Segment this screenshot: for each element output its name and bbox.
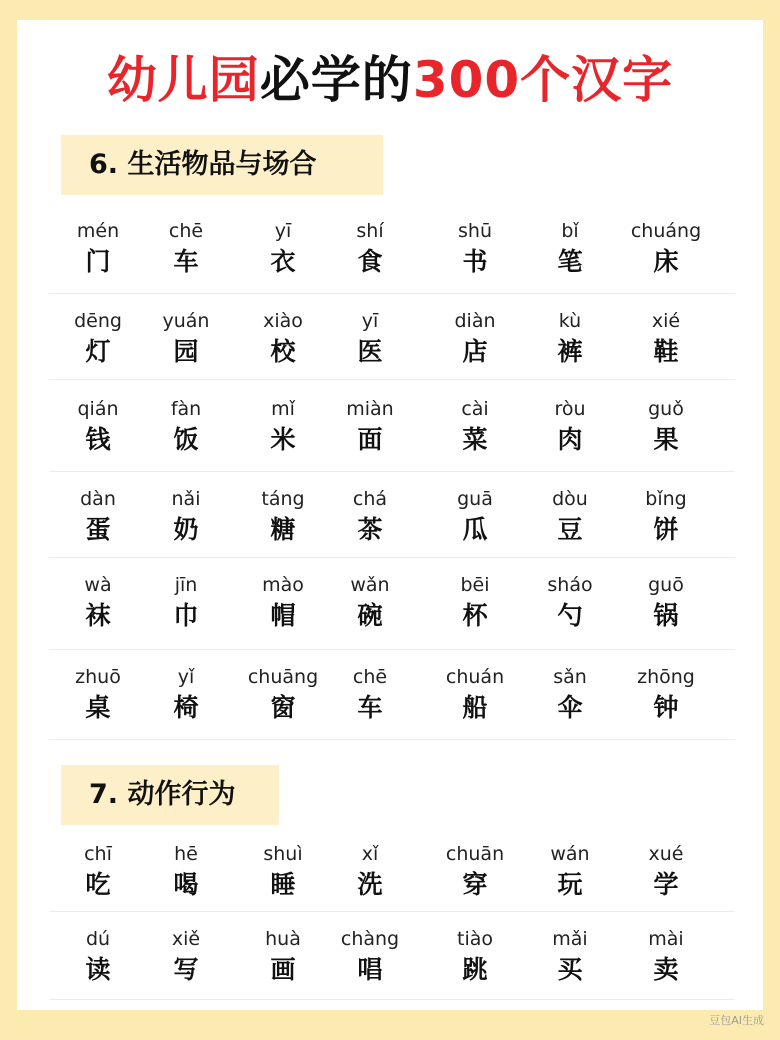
hanzi: 巾 [173, 601, 199, 630]
char-cell [233, 663, 333, 725]
pinyin: chuāng [247, 666, 319, 688]
pinyin: tiào [457, 928, 493, 950]
hanzi: 奶 [173, 515, 199, 544]
char-cell [320, 307, 420, 369]
char-cell [616, 307, 716, 369]
hanzi: 卖 [653, 955, 679, 984]
char-cell [320, 663, 420, 725]
char-cell [425, 217, 525, 279]
hanzi: 买 [557, 955, 583, 984]
char-cell [520, 571, 620, 633]
hanzi: 袜 [85, 601, 111, 630]
page-title [17, 50, 763, 110]
char-cell [520, 925, 620, 987]
char-cell [425, 485, 525, 547]
char-cell [520, 663, 620, 725]
title-part-red: 幼儿园 [106, 51, 260, 109]
hanzi: 蛋 [85, 515, 111, 544]
pinyin: xiào [263, 310, 303, 332]
char-cell [136, 663, 236, 725]
section-heading-6: 6. 生活物品与场合 [61, 135, 383, 195]
hanzi: 米 [270, 425, 296, 454]
pinyin: wà [84, 574, 112, 596]
char-cell [425, 840, 525, 902]
pinyin: bǐng [645, 488, 687, 510]
char-cell [425, 395, 525, 457]
pinyin: mào [262, 574, 304, 596]
hanzi: 跳 [462, 955, 488, 984]
hanzi: 医 [357, 337, 383, 366]
hanzi: 吃 [85, 870, 111, 899]
char-cell [233, 571, 333, 633]
pinyin: yuán [162, 310, 210, 332]
char-cell [48, 571, 148, 633]
char-row [49, 840, 735, 912]
char-cell [48, 307, 148, 369]
hanzi: 菜 [462, 425, 488, 454]
pinyin: dú [85, 928, 111, 950]
char-cell [320, 485, 420, 547]
hanzi: 店 [462, 337, 488, 366]
hanzi: 船 [462, 693, 488, 722]
hanzi: 椅 [173, 693, 199, 722]
hanzi: 肉 [557, 425, 583, 454]
pinyin: guō [648, 574, 684, 596]
hanzi: 勺 [557, 601, 583, 630]
char-cell [48, 395, 148, 457]
pinyin: xiě [171, 928, 201, 950]
content-card [17, 20, 763, 1010]
pinyin: qián [77, 398, 119, 420]
hanzi: 门 [85, 247, 111, 276]
pinyin: dàn [80, 488, 116, 510]
pinyin: miàn [346, 398, 394, 420]
pinyin: fàn [170, 398, 202, 420]
pinyin: shū [458, 220, 492, 242]
char-cell [320, 571, 420, 633]
char-cell [616, 395, 716, 457]
char-cell [233, 307, 333, 369]
hanzi: 写 [173, 955, 199, 984]
hanzi: 书 [462, 247, 488, 276]
char-cell [48, 840, 148, 902]
hanzi: 睡 [270, 870, 296, 899]
char-cell [616, 840, 716, 902]
hanzi: 笔 [557, 247, 583, 276]
hanzi: 校 [270, 337, 296, 366]
hanzi: 杯 [462, 601, 488, 630]
pinyin: shí [356, 220, 384, 242]
char-cell [136, 571, 236, 633]
pinyin: yī [361, 310, 379, 332]
pinyin: guǒ [648, 398, 684, 420]
hanzi: 饭 [173, 425, 199, 454]
char-cell [233, 840, 333, 902]
char-cell [48, 217, 148, 279]
pinyin: dòu [552, 488, 588, 510]
hanzi: 茶 [357, 515, 383, 544]
pinyin: hē [174, 843, 198, 865]
hanzi: 鞋 [653, 337, 679, 366]
pinyin: xié [651, 310, 681, 332]
pinyin: chuān [445, 843, 505, 865]
char-cell [616, 217, 716, 279]
char-cell [233, 485, 333, 547]
hanzi: 糖 [270, 515, 296, 544]
char-row [49, 663, 735, 740]
pinyin: diàn [454, 310, 496, 332]
hanzi: 果 [653, 425, 679, 454]
char-cell [520, 395, 620, 457]
hanzi: 饼 [653, 515, 679, 544]
char-cell [136, 307, 236, 369]
hanzi: 裤 [557, 337, 583, 366]
char-row [49, 925, 735, 1000]
char-cell [136, 925, 236, 987]
hanzi: 车 [357, 693, 383, 722]
char-row [49, 571, 735, 650]
pinyin: guā [457, 488, 493, 510]
char-cell [48, 663, 148, 725]
pinyin: xué [648, 843, 684, 865]
char-cell [320, 840, 420, 902]
pinyin: bēi [460, 574, 490, 596]
pinyin: nǎi [171, 488, 201, 510]
char-cell [520, 485, 620, 547]
pinyin: bǐ [561, 220, 579, 242]
pinyin: kù [558, 310, 582, 332]
title-part-red-2: 300个汉字 [412, 51, 674, 109]
hanzi: 喝 [173, 870, 199, 899]
hanzi: 食 [357, 247, 383, 276]
char-cell [616, 663, 716, 725]
hanzi: 衣 [270, 247, 296, 276]
pinyin: chē [352, 666, 388, 688]
char-cell [520, 840, 620, 902]
pinyin: chuáng [630, 220, 702, 242]
pinyin: chī [84, 843, 112, 865]
hanzi: 窗 [270, 693, 296, 722]
pinyin: yī [274, 220, 292, 242]
pinyin: chē [168, 220, 204, 242]
pinyin: ròu [554, 398, 586, 420]
char-row [49, 395, 735, 472]
char-cell [425, 663, 525, 725]
char-cell [320, 395, 420, 457]
char-cell [425, 925, 525, 987]
char-cell [616, 925, 716, 987]
watermark: 豆包AI生成 [709, 1014, 764, 1027]
pinyin: dēng [74, 310, 122, 332]
char-cell [616, 571, 716, 633]
hanzi: 床 [653, 247, 679, 276]
hanzi: 车 [173, 247, 199, 276]
hanzi: 园 [173, 337, 199, 366]
hanzi: 碗 [357, 601, 383, 630]
char-cell [136, 395, 236, 457]
hanzi: 帽 [270, 601, 296, 630]
char-row [49, 485, 735, 558]
char-cell [233, 925, 333, 987]
hanzi: 钟 [653, 693, 679, 722]
hanzi: 伞 [557, 693, 583, 722]
char-cell [320, 217, 420, 279]
pinyin: jīn [174, 574, 198, 596]
char-cell [136, 840, 236, 902]
pinyin: xǐ [361, 843, 379, 865]
pinyin: chuán [445, 666, 505, 688]
pinyin: sháo [547, 574, 593, 596]
char-cell [233, 217, 333, 279]
hanzi: 桌 [85, 693, 111, 722]
hanzi: 唱 [357, 955, 383, 984]
char-cell [616, 485, 716, 547]
char-row [49, 217, 735, 294]
pinyin: chàng [340, 928, 400, 950]
pinyin: wán [550, 843, 590, 865]
hanzi: 读 [85, 955, 111, 984]
char-cell [136, 485, 236, 547]
title-part-black: 必学的 [259, 51, 413, 109]
pinyin: sǎn [553, 666, 587, 688]
pinyin: wǎn [350, 574, 390, 596]
hanzi: 锅 [653, 601, 679, 630]
pinyin: mén [76, 220, 120, 242]
hanzi: 面 [357, 425, 383, 454]
hanzi: 画 [270, 955, 296, 984]
pinyin: cài [461, 398, 489, 420]
char-row [49, 307, 735, 380]
hanzi: 玩 [557, 870, 583, 899]
hanzi: 豆 [557, 515, 583, 544]
pinyin: huà [265, 928, 301, 950]
hanzi: 瓜 [462, 515, 488, 544]
pinyin: shuì [263, 843, 303, 865]
hanzi: 穿 [462, 870, 488, 899]
pinyin: yǐ [177, 666, 195, 688]
hanzi: 钱 [85, 425, 111, 454]
char-cell [520, 217, 620, 279]
pinyin: mǎi [552, 928, 588, 950]
char-cell [48, 925, 148, 987]
pinyin: mǐ [271, 398, 295, 420]
pinyin: mài [648, 928, 684, 950]
section-heading-7: 7. 动作行为 [61, 765, 279, 825]
char-cell [48, 485, 148, 547]
char-cell [520, 307, 620, 369]
hanzi: 学 [653, 870, 679, 899]
char-cell [233, 395, 333, 457]
pinyin: zhōng [637, 666, 695, 688]
hanzi: 洗 [357, 870, 383, 899]
pinyin: táng [261, 488, 305, 510]
char-cell [136, 217, 236, 279]
hanzi: 灯 [85, 337, 111, 366]
pinyin: zhuō [75, 666, 121, 688]
pinyin: chá [352, 488, 388, 510]
char-cell [425, 571, 525, 633]
char-cell [320, 925, 420, 987]
char-cell [425, 307, 525, 369]
